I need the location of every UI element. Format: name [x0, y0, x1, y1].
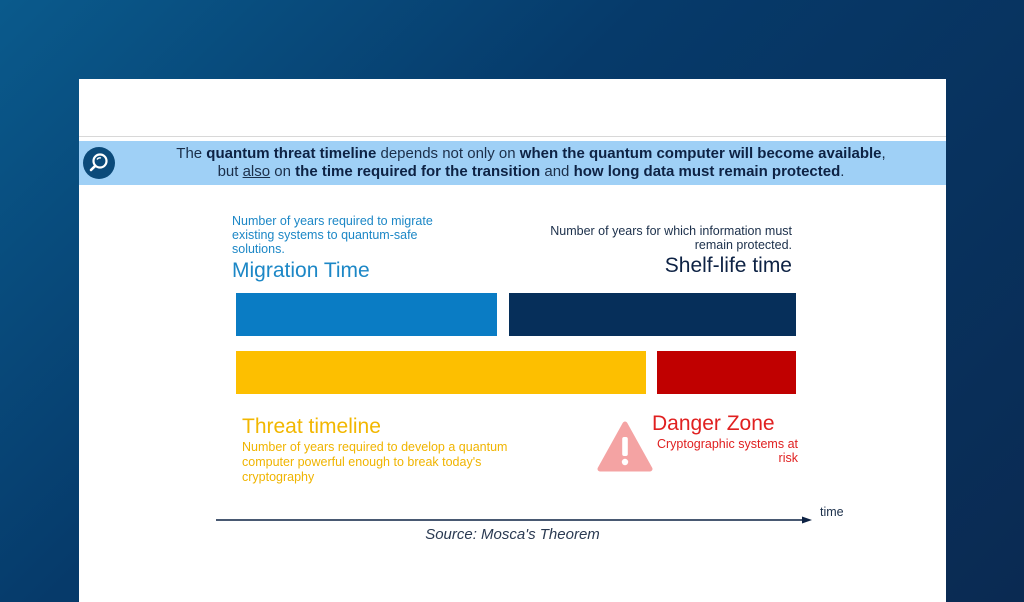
shelf-life-bar [509, 293, 796, 336]
banner-text: The quantum threat timeline depends not only on when the quantum computer will become available, but also on the time required for the transition and how long data must remain protected. [176, 145, 886, 180]
search-icon [83, 147, 115, 179]
migration-title: Migration Time [232, 259, 370, 282]
info-banner [79, 141, 946, 185]
divider [79, 136, 946, 137]
migration-bar [236, 293, 497, 336]
danger-bar [657, 351, 796, 394]
threat-bar [236, 351, 646, 394]
threat-title: Threat timeline [242, 415, 381, 438]
source-caption: Source: Mosca's Theorem [425, 526, 600, 543]
shelf-life-description: Number of years for which information must remain protected. [550, 224, 792, 252]
time-axis-label: time [820, 505, 844, 519]
migration-description: Number of years required to migrate existing systems to quantum-safe solutions. [232, 214, 433, 256]
danger-zone-description: Cryptographic systems at risk [656, 437, 798, 465]
warning-icon [597, 421, 653, 478]
threat-description: Number of years required to develop a quantum computer powerful enough to break today's cryptography [242, 440, 508, 484]
slide-card [79, 79, 946, 602]
danger-zone-title: Danger Zone [652, 412, 775, 435]
shelf-life-title: Shelf-life time [664, 254, 792, 277]
